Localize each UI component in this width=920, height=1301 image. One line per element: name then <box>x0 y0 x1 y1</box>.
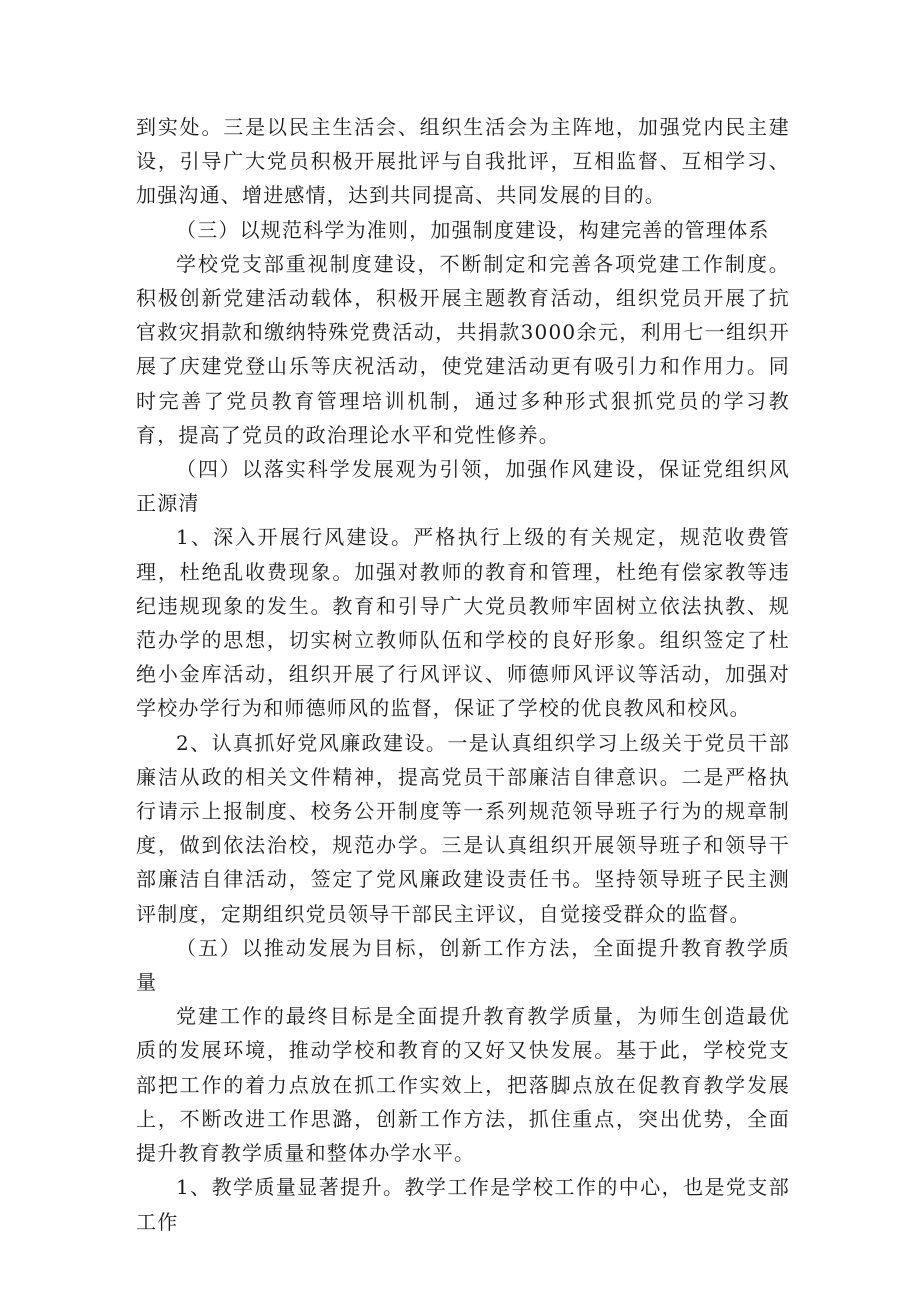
section-heading-5: （五）以推动发展为目标，创新工作方法，全面提升教育教学质量 <box>136 935 790 995</box>
paragraph-integrity-building: 2、认真抓好党风廉政建设。一是认真组织学习上级关于党员干部廉洁从政的相关文件精神，提高党员干部廉洁自律意识。二是严格执行请示上报制度、校务公开制度等一系列规范领导班子行为的规章制度，做到依法治校，规范办学。三是认真组织开展领导班子和领导干部廉洁自律活动，签定了党风廉政建设责任书。坚持领导班子民主测评制度，定期组织党员领导干部民主评议，自觉接受群众的监督。 <box>136 730 790 926</box>
paragraph-teaching-quality: 1、教学质量显著提升。教学工作是学校工作的中心，也是党支部工作 <box>136 1175 790 1234</box>
section-heading-3: （三）以规范科学为准则，加强制度建设，构建完善的管理体系 <box>176 217 770 242</box>
paragraph-conduct-building: 1、深入开展行风建设。严格执行上级的有关规定，规范收费管理，杜绝乱收费现象。加强对教师的教育和管理，杜绝有偿家教等违纪违规现象的发生。教育和引导广大党员教师牢固树立依法执教、规范办学的思想，切实树立教师队伍和学校的良好形象。组织签定了杜绝小金库活动，组织开展了行风评议、师德师风评议等活动，加强对学校办学行为和师德师风的监督，保证了学校的优良教风和校风。 <box>136 525 790 721</box>
paragraph-development-goal: 党建工作的最终目标是全面提升教育教学质量，为师生创造最优质的发展环境，推动学校和教育的又好又快发展。基于此，学校党支部把工作的着力点放在抓工作实效上，把落脚点放在促教育教学发展上，不断改进工作思潞，创新工作方法，抓住重点，突出优势，全面提升教育教学质量和整体办学水平。 <box>136 1004 790 1166</box>
paragraph-continuation: 到实处。三是以民主生活会、组织生活会为主阵地，加强党内民主建设，引导广大党员积极开展批评与自我批评，互相监督、互相学习、加强沟通、增进感情，达到共同提高、共同发展的目的。 <box>136 115 790 208</box>
section-heading-4: （四）以落实科学发展观为引领，加强作风建设，保证党组织风正源清 <box>136 457 790 516</box>
paragraph-system-building: 学校党支部重视制度建设，不断制定和完善各项党建工作制度。积极创新党建活动载体，积极开展主题教育活动，组织党员开展了抗官救灾捐款和缴纳特殊党费活动，共捐款3000余元，利用七一组织开展了庆建党登山乐等庆祝活动，使党建活动更有吸引力和作用力。同时完善了党员教育管理培训机制，通过多种形式狠抓党员的学习教育，提高了党员的政治理论水平和党性修养。 <box>136 251 790 447</box>
document-body <box>136 110 790 1239</box>
